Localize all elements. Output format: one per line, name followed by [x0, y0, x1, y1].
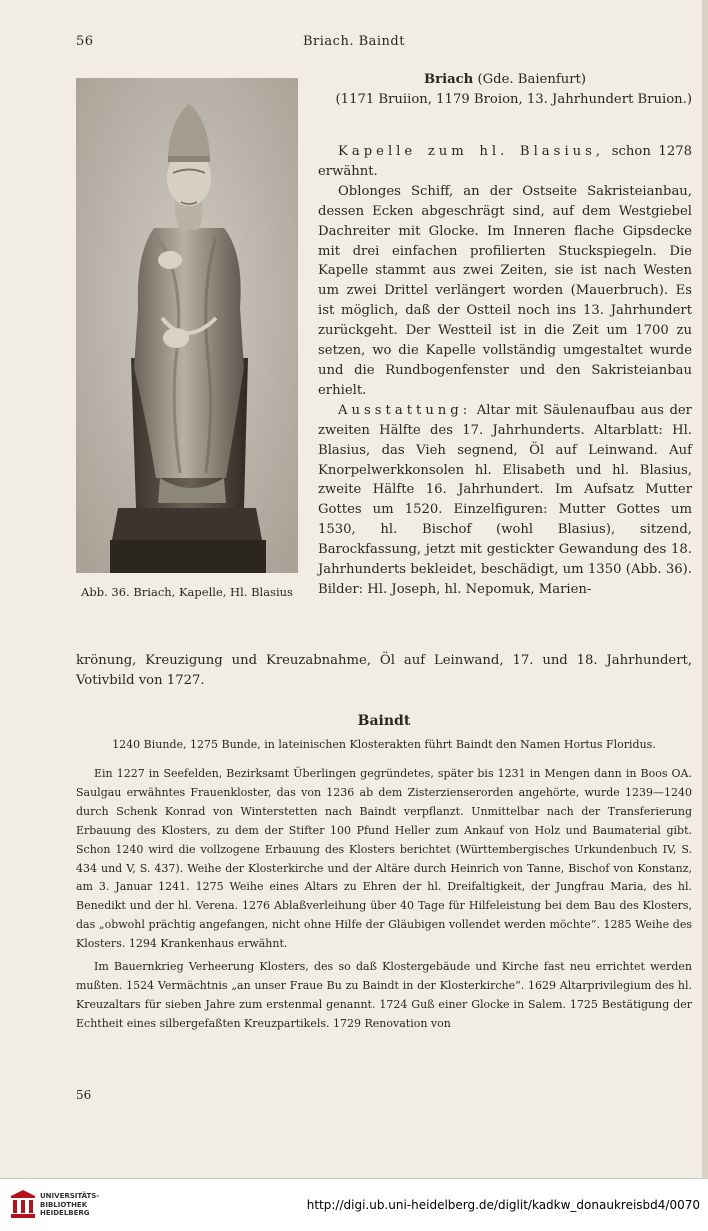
briach-body — [318, 142, 692, 600]
furnishings-continued: krönung, Kreuzigung und Kreuzabnahme, Öl auf Leinwand, 17. und 18. Jahrhundert, Votivbild von 1727. — [76, 653, 692, 688]
figure-photo — [76, 78, 298, 573]
header-page-number: 56 — [76, 34, 94, 49]
furnishings-text: Altar mit Säulenaufbau aus der zweiten Hälfte des 17. Jahrhunderts. Altarblatt: Hl. Blasius, das Vieh segnend, Öl auf Leinwand. Auf Knorpelwerkkonsolen hl. Elisabeth und hl. Blasius, zweite Hälfte 16. Jahrhundert. Im Aufsatz Mutter Gottes um 1520. Einzelfiguren: Mutter Gottes um 1530, hl. Bischof (wohl Blasius), sitzend, Barockfassung, jetzt mit gestickter Gewandung des 18. Jahrhunderts bekleidet, beschädigt, um 1350 (Abb. 36). Bilder: Hl. Joseph, hl. Nepomuk, Marien- — [318, 402, 692, 597]
section-heading-baindt: Baindt — [357, 713, 411, 729]
digital-object-url[interactable]: http://digi.ub.uni-heidelberg.de/diglit/kadkw_donaukreisbd4/0070 — [306, 1198, 700, 1212]
chapel-lead: Kapelle zum hl. Blasius, — [338, 144, 605, 159]
running-header — [0, 34, 708, 54]
furnishings-lead: Ausstattung: — [338, 402, 472, 418]
furnishings-paragraph — [318, 401, 692, 600]
library-name[interactable]: UNIVERSITÄTS- BIBLIOTHEK HEIDELBERG — [40, 1192, 100, 1217]
section-heading-briach — [318, 70, 692, 90]
university-library-logo-icon[interactable] — [10, 1189, 36, 1219]
baindt-forms: 1240 Biunde, 1275 Bunde, in lateinischen Klosterakten führt Baindt den Namen Hortus Floridus. — [112, 738, 656, 751]
baindt-body — [76, 765, 692, 1034]
baindt-history-2: Im Bauernkrieg Verheerung Klosters, des so daß Klostergebäude und Kirche fast neu errichtet werden mußten. 1524 Vermächtnis „an unser Fraue Bu zu Baindt in der Klosterkirche“. 1629 Altarprivilegium des hl. Kreuzaltars für sieben Jahre zum erstenmal genannt. 1724 Guß einer Glocke in Salem. 1725 Bestätigung der Echtheit eines silbergefaßten Kreuzpartikels. 1729 Renovation von — [76, 960, 692, 1030]
briach-heading-block — [318, 70, 692, 110]
page-edge — [702, 0, 708, 1178]
figure-caption: Abb. 36. Briach, Kapelle, Hl. Blasius — [81, 585, 293, 599]
statue-image — [76, 78, 298, 573]
running-title: Briach. Baindt — [303, 34, 405, 49]
heading-suffix: (Gde. Baienfurt) — [473, 72, 586, 87]
chapel-rest: schon 1278 erwähnt. — [318, 144, 692, 179]
chapel-intro — [318, 142, 692, 182]
footer-page-number: 56 — [76, 1088, 92, 1102]
viewer-footer — [0, 1178, 708, 1231]
historical-forms: (1171 Bruiion, 1179 Broion, 13. Jahrhundert Bruion.) — [335, 91, 692, 107]
chapel-description: Oblonges Schiff, an der Ostseite Sakristeianbau, dessen Ecken abgeschrägt sind, auf dem Westgiebel Dachreiter mit Glocke. Im Inneren flache Gipsdecke mit drei einfachen profilierten Stuckspiegeln. Die Kapelle stammt aus zwei Zeiten, sie ist nach Westen um zwei Drittel verlängert worden (Mauerbruch). Es ist möglich, daß der Ostteil noch ins 13. Jahrhundert zurückgeht. Der Westteil ist in die Zeit um 1700 zu setzen, wo die Kapelle vollständig umgestaltet wurde und die Rundbogenfenster und den Sakristeianbau erhielt. — [318, 183, 692, 398]
heading-name: Briach — [424, 72, 474, 87]
baindt-history-1: Ein 1227 in Seefelden, Bezirksamt Überlingen gegründetes, später bis 1231 in Mengen dann in Boos OA. Saulgau erwähntes Frauenkloster, das von 1236 ab dem Zisterzienserorden angehörte, wurde 1239—1240 durch Schenk Konrad von Winterstetten nach Baindt verpflanzt. Unmittelbar nach der Transferierung Erbauung des Klosters, zu dem der Stifter 100 Pfund Heller zum Ankauf von Holz und Baumaterial gibt. Schon 1240 wird die vollzogene Erbauung des Klosters berichtet (Württembergisches Urkundenbuch IV, S. 434 und V, S. 437). Weihe der Klosterkirche und der Altäre durch Heinrich von Tanne, Bischof von Konstanz, am 3. Januar 1241. 1275 Weihe eines Altars zu Ehren der hl. Dreifaltigkeit, der Jungfrau Maria, des hl. Benedikt und der hl. Verena. 1276 Ablaßverleihung über 40 Tage für Hilfeleistung bei dem Bau des Klosters, das „obwohl prächtig angefangen, nicht ohne Hilfe der Gläubigen vollendet werden möchte“. 1285 Weihe des Klosters. 1294 Krankenhaus erwähnt. — [76, 767, 692, 951]
